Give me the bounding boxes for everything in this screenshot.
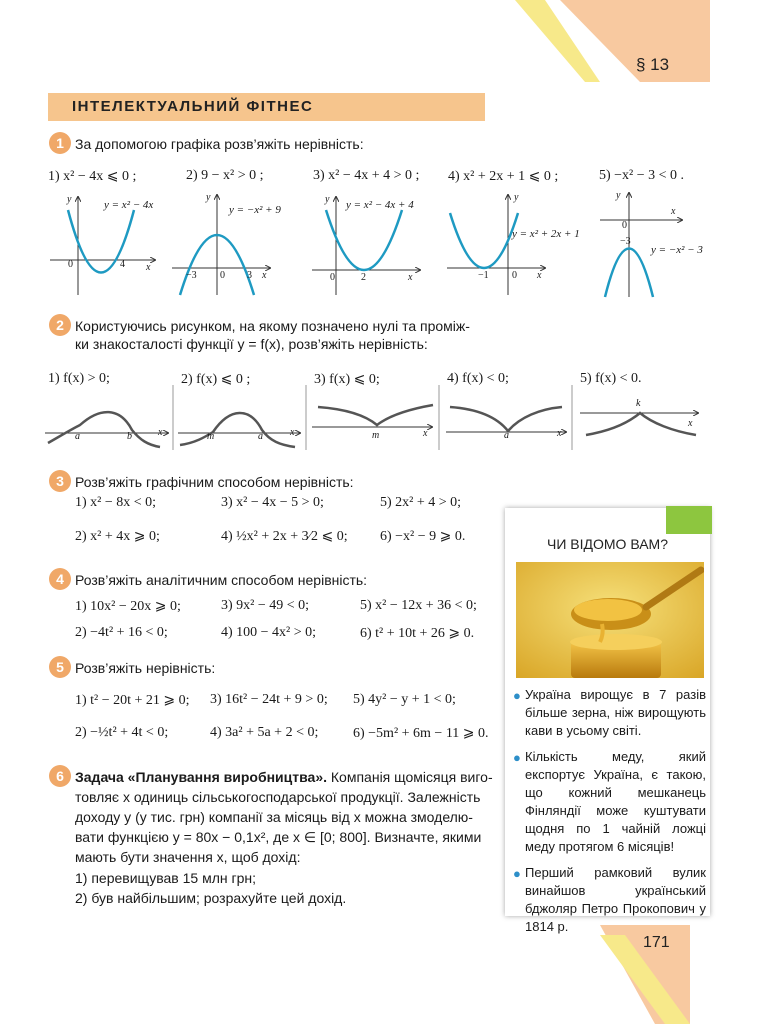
task-1-item-5: 5) −x² − 3 < 0 .	[599, 168, 685, 183]
task-2-line-2: ки знакосталості функції y = f(x), розв’яжіть нерівність:	[75, 336, 428, 352]
task-3-item-3: 3) x² − 4x − 5 > 0;	[221, 495, 324, 510]
task-4-text: Розв’яжіть аналітичним способом нерівність:	[75, 572, 368, 588]
task-6-line-3: доходу y (у тис. грн) компанії за місяць від x можна змоделю-	[75, 809, 473, 825]
banner-title: ІНТЕЛЕКТУАЛЬНИЙ ФІТНЕС	[72, 98, 314, 115]
g5-y-label: y	[616, 190, 621, 201]
g4-vertex: −1	[478, 270, 489, 281]
g2-x-label: x	[262, 270, 267, 281]
task-3-item-2: 2) x² + 4x ⩾ 0;	[75, 529, 160, 544]
task-4-item-2: 2) −4t² + 16 < 0;	[75, 625, 168, 640]
task-5-item-6: 6) −5m² + 6m − 11 ⩾ 0.	[353, 726, 489, 741]
task-1-text: За допомогою графіка розв’яжіть нерівність:	[75, 136, 364, 152]
sidebar-title: ЧИ ВІДОМО ВАМ?	[547, 536, 668, 552]
sidebar-tab	[666, 506, 712, 534]
task-1-item-1: 1) x² − 4x ⩽ 0 ;	[48, 169, 137, 184]
g4-func: y = x² + 2x + 1	[512, 228, 580, 240]
t2-g2-m: m	[207, 431, 215, 442]
g2-right-root: 3	[247, 270, 252, 281]
task-4-item-4: 4) 100 − 4x² > 0;	[221, 625, 317, 640]
g5-func: y = −x² − 3	[651, 244, 703, 256]
task-number-2: 2	[49, 314, 71, 336]
task-4-item-5: 5) x² − 12x + 36 < 0;	[360, 598, 477, 613]
task-1-item-2: 2) 9 − x² > 0 ;	[186, 168, 264, 183]
g1-func: y = x² − 4x	[104, 199, 154, 211]
t2-g1-x: x	[158, 427, 163, 438]
task-6-line-5: мають бути значення x, щоб дохід:	[75, 849, 301, 865]
task-number-1: 1	[49, 132, 71, 154]
g3-x-label: x	[408, 272, 413, 283]
task-5-item-4: 4) 3a² + 5a + 2 < 0;	[210, 725, 319, 740]
t2-g3-curve	[318, 405, 433, 425]
t2-g2-x: x	[290, 427, 295, 438]
t2-g4-x: x	[557, 428, 562, 439]
g3-y-label: y	[325, 194, 330, 205]
t2-g5-k: k	[636, 398, 641, 409]
g4-x-label: x	[537, 270, 542, 281]
task-5-item-1: 1) t² − 20t + 21 ⩾ 0;	[75, 693, 190, 708]
g2-left-root: −3	[186, 270, 197, 281]
g2-func: y = −x² + 9	[229, 204, 281, 216]
fact-item: ● Перший рамковий вулик винайшов український бджоляр Петро Прокопович у 1814 р.	[513, 865, 706, 934]
t2-g1-a: a	[75, 431, 80, 442]
g3-origin: 0	[330, 272, 335, 283]
page-number: 171	[643, 934, 670, 951]
task-6-line-1	[75, 767, 495, 787]
g2-origin: 0	[220, 270, 225, 281]
g1-root: 4	[120, 259, 125, 270]
t2-g5-x: x	[688, 418, 693, 429]
task-number-5: 5	[49, 656, 71, 678]
g1-x-label: x	[146, 262, 151, 273]
task-3-item-1: 1) x² − 8x < 0;	[75, 495, 157, 510]
task-2-item-5: 5) f(x) < 0.	[580, 371, 642, 386]
section-number: § 13	[636, 55, 670, 74]
g1-y-label: y	[67, 194, 72, 205]
g5-vertex: −3	[620, 236, 631, 247]
task-1-item-3: 3) x² − 4x + 4 > 0 ;	[313, 168, 420, 183]
task-2-item-3: 3) f(x) ⩽ 0;	[314, 372, 380, 387]
task-number-4: 4	[49, 568, 71, 590]
task-2-item-4: 4) f(x) < 0;	[447, 371, 509, 386]
bullet-icon: ●	[513, 688, 521, 703]
task-6-title: Задача «Планування виробництва».	[75, 769, 328, 785]
fact-item: ● Україна вирощує в 7 разів більше зерна, ніж вирощують кави в усьому світі.	[513, 687, 706, 738]
t2-g4-curve	[450, 407, 562, 431]
task-2-graphs	[0, 385, 779, 455]
task-5-item-3: 3) 16t² − 24t + 9 > 0;	[210, 692, 328, 707]
banner	[48, 93, 485, 121]
task-6-sub-1: 1) перевищував 15 млн грн;	[75, 870, 256, 886]
task-2-line-1: Користуючись рисунком, на якому позначено нулі та промiж-	[75, 318, 470, 334]
t2-g2-curve	[180, 413, 295, 447]
g2-y-label: y	[206, 192, 211, 203]
sidebar-facts	[511, 686, 706, 944]
g4-origin: 0	[512, 270, 517, 281]
task-3-item-4: 4) ½x² + 2x + 3⁄2 ⩽ 0;	[221, 529, 348, 544]
task-2-item-2: 2) f(x) ⩽ 0 ;	[181, 372, 251, 387]
g4-y-label: y	[514, 192, 519, 203]
task-5-item-5: 5) 4y² − y + 1 < 0;	[353, 692, 456, 707]
task-4-item-6: 6) t² + 10t + 26 ⩾ 0.	[360, 626, 475, 641]
t2-g2-a: a	[258, 431, 263, 442]
task-6-line-4: вати функцією y = 80x − 0,1x², де x ∈ [0; 800]. Визначте, якими	[75, 829, 482, 845]
task-3-text: Розв’яжіть графічним способом нерівність:	[75, 474, 354, 490]
task-6-line-2: товляє x одиниць сільськогосподарської продукції. Залежність	[75, 789, 481, 805]
task-1-item-4: 4) x² + 2x + 1 ⩽ 0 ;	[448, 169, 559, 184]
task-6-sub-2: 2) був найбільшим; розрахуйте цей дохід.	[75, 890, 347, 906]
g3-parabola	[326, 210, 402, 270]
honey-image	[516, 562, 704, 678]
task-4-item-1: 1) 10x² − 20x ⩾ 0;	[75, 599, 181, 614]
g3-vertex: 2	[361, 272, 366, 283]
did-you-know-box	[505, 508, 710, 934]
task-number-3: 3	[49, 470, 71, 492]
task-4-item-3: 3) 9x² − 49 < 0;	[221, 598, 310, 613]
task-2-item-1: 1) f(x) > 0;	[48, 371, 110, 386]
bullet-icon: ●	[513, 750, 521, 765]
t2-g3-m: m	[372, 430, 380, 441]
g3-func: y = x² − 4x + 4	[346, 199, 414, 211]
t2-g5-curve	[586, 413, 696, 435]
task-6-line-1-text: Компанія щомісяця виго-	[330, 769, 493, 785]
t2-g1-curve	[48, 412, 163, 447]
g5-x-label: x	[671, 206, 676, 217]
t2-g4-a: a	[504, 430, 509, 441]
fact-item: ● Кількість меду, який експортує Україна, є такою, що кожний мешканець Фінляндії може куштувати щодня по 1 чайній ложці меду протягом 6 місяців!	[513, 749, 706, 854]
g1-origin: 0	[68, 259, 73, 270]
task-3-item-5: 5) 2x² + 4 > 0;	[380, 495, 462, 510]
g5-origin: 0	[622, 220, 627, 231]
task-3-item-6: 6) −x² − 9 ⩾ 0.	[380, 529, 466, 544]
task-5-text: Розв’яжіть нерівність:	[75, 660, 216, 676]
bullet-icon: ●	[513, 866, 521, 881]
t2-g3-x: x	[423, 428, 428, 439]
task-5-item-2: 2) −½t² + 4t < 0;	[75, 725, 169, 740]
t2-g1-b: b	[127, 431, 132, 442]
task-number-6: 6	[49, 765, 71, 787]
